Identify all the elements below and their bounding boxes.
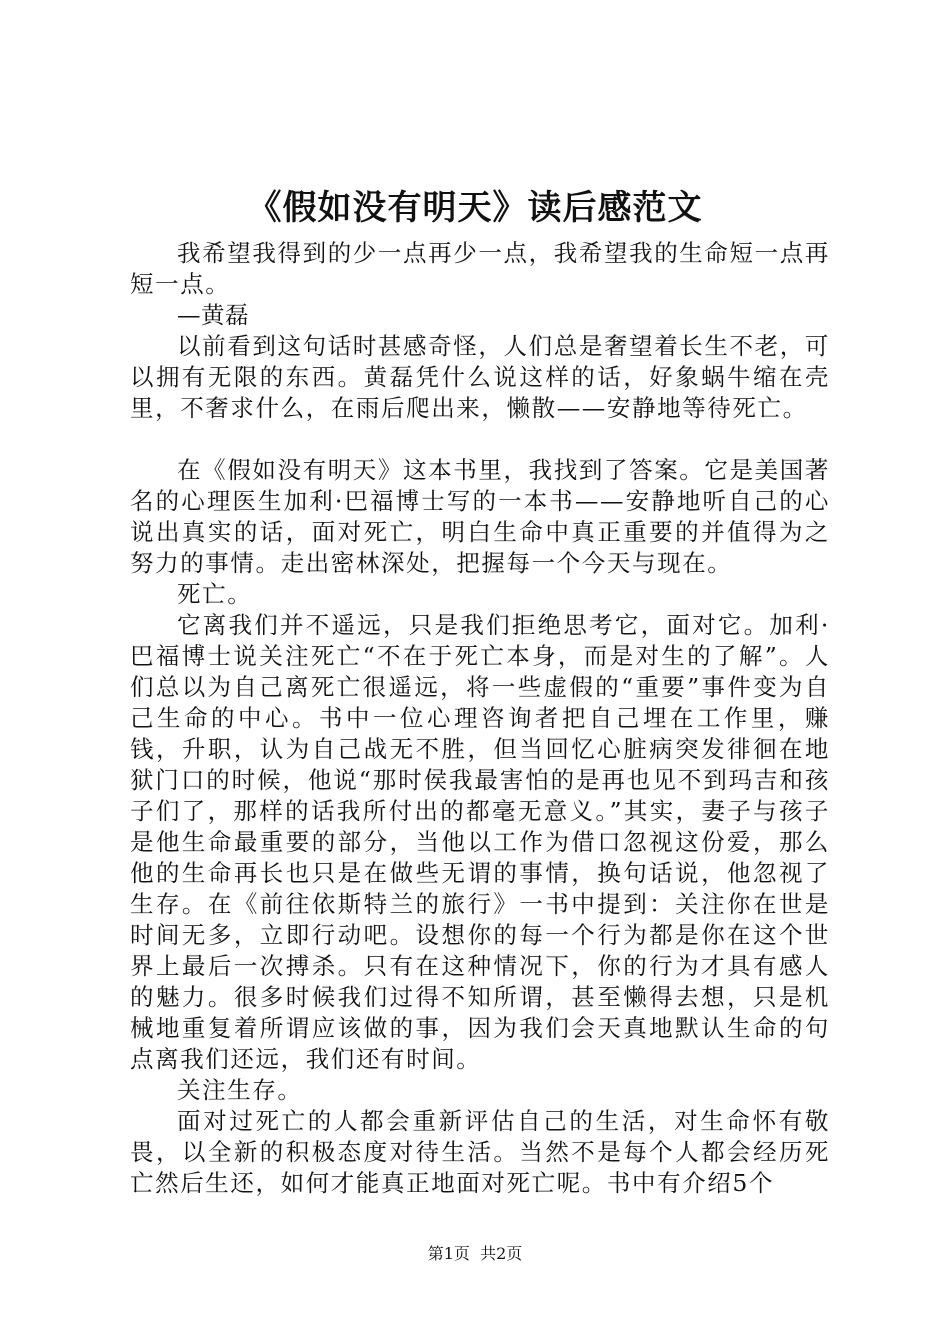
section-heading-death: 死亡。	[177, 580, 253, 608]
paragraph-quote: 我希望我得到的少一点再少一点，我希望我的生命短一点再短一点。	[130, 239, 830, 298]
paragraph-survival: 面对过死亡的人都会重新评估自己的生活，对生命怀有敬畏，以全新的积极态度对待生活。当然不是每个人都会经历死亡然后生还，如何才能真正地面对死亡呢。书中有介绍5个	[130, 1107, 830, 1197]
page-footer	[0, 1244, 950, 1264]
page-number: 第1页	[427, 1244, 470, 1263]
document-body	[130, 238, 830, 1199]
paragraph-book-intro: 在《假如没有明天》这本书里，我找到了答案。它是美国著名的心理医生加利·巴福博士写的一本书——安静地听自己的心说出真实的话，面对死亡，明白生命中真正重要的并值得为之努力的事情。走出密林深处，把握每一个今天与现在。	[130, 456, 830, 577]
paragraph-attribution: —黄磊	[177, 301, 249, 329]
page-total: 共2页	[480, 1244, 523, 1263]
paragraph-death: 它离我们并不遥远，只是我们拒绝思考它，面对它。加利·巴福博士说关注死亡“不在于死亡本身，而是对生的了解”。人们总以为自己离死亡很遥远，将一些虚假的“重要”事件变为自己生命的中心。书中一位心理咨询者把自己埋在工作里，赚钱，升职，认为自己战无不胜，但当回忆心脏病突发徘徊在地狱门口的时候，他说“那时侯我最害怕的是再也见不到玛吉和孩子们了，那样的话我所付出的都毫无意义。”其实，妻子与孩子是他生命最重要的部分，当他以工作为借口忽视这份爱，那么他的生命再长也只是在做些无谓的事情，换句话说，他忽视了生存。在《前往依斯特兰的旅行》一书中提到：关注你在世是时间无多，立即行动吧。设想你的每一个行为都是你在这个世界上最后一次搏杀。只有在这种情况下，你的行为才具有感人的魅力。很多时候我们过得不知所谓，甚至懒得去想，只是机械地重复着所谓应该做的事，因为我们会天真地默认生命的句点离我们还远，我们还有时间。	[130, 611, 830, 1073]
paragraph-spacer	[130, 424, 830, 455]
footer-gap	[470, 1244, 480, 1263]
page-title: 《假如没有明天》读后感范文	[247, 188, 703, 228]
paragraph-reflection: 以前看到这句话时甚感奇怪，人们总是奢望着长生不老，可以拥有无限的东西。黄磊凭什么说这样的话，好象蜗牛缩在壳里，不奢求什么，在雨后爬出来，懒散——安静地等待死亡。	[130, 332, 830, 422]
section-heading-survival: 关注生存。	[177, 1076, 303, 1104]
